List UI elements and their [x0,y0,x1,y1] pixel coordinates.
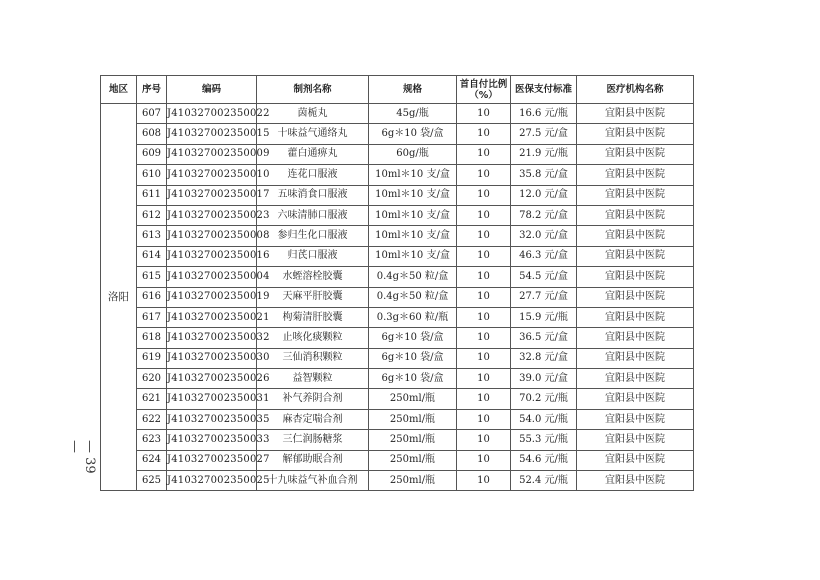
cell-standard: 52.4 元/瓶 [511,471,577,491]
table-row [101,104,694,124]
cell-code: J410327002350030 [167,348,257,368]
table-row [101,450,694,470]
cell-copay: 10 [457,307,511,327]
cell-institution: 宜阳县中医院 [577,348,694,368]
cell-seq: 610 [137,165,167,185]
cell-spec: 6g＊10 袋/盒 [369,369,457,389]
cell-spec: 10ml＊10 支/盒 [369,205,457,225]
cell-spec: 60g/瓶 [369,144,457,164]
table-row [101,471,694,491]
cell-copay: 10 [457,287,511,307]
cell-spec: 6g＊10 袋/盒 [369,348,457,368]
cell-seq: 620 [137,369,167,389]
table-row [101,246,694,266]
cell-institution: 宜阳县中医院 [577,471,694,491]
header-standard: 医保支付标准 [511,76,577,104]
cell-code: J410327002350033 [167,430,257,450]
cell-standard: 21.9 元/瓶 [511,144,577,164]
cell-standard: 55.3 元/瓶 [511,430,577,450]
cell-standard: 32.8 元/盒 [511,348,577,368]
cell-standard: 54.6 元/瓶 [511,450,577,470]
cell-seq: 618 [137,328,167,348]
cell-standard: 78.2 元/盒 [511,205,577,225]
cell-spec: 45g/瓶 [369,104,457,124]
cell-spec: 250ml/瓶 [369,471,457,491]
cell-code: J410327002350016 [167,246,257,266]
cell-seq: 613 [137,226,167,246]
cell-standard: 27.5 元/盒 [511,124,577,144]
cell-standard: 39.0 元/盒 [511,369,577,389]
cell-code: J410327002350022 [167,104,257,124]
cell-copay: 10 [457,389,511,409]
cell-seq: 622 [137,409,167,429]
cell-code: J410327002350004 [167,267,257,287]
cell-seq: 623 [137,430,167,450]
cell-name: 参归生化口服液 [257,226,369,246]
cell-name: 五味消食口服液 [257,185,369,205]
cell-code: J410327002350015 [167,124,257,144]
cell-institution: 宜阳县中医院 [577,409,694,429]
cell-institution: 宜阳县中医院 [577,226,694,246]
cell-code: J410327002350021 [167,307,257,327]
cell-spec: 0.3g＊60 粒/瓶 [369,307,457,327]
cell-name: 天麻平肝胶囊 [257,287,369,307]
cell-spec: 250ml/瓶 [369,450,457,470]
cell-standard: 32.0 元/盒 [511,226,577,246]
cell-name: 补气养阴合剂 [257,389,369,409]
cell-standard: 35.8 元/盒 [511,165,577,185]
cell-copay: 10 [457,246,511,266]
cell-copay: 10 [457,185,511,205]
cell-code: J410327002350019 [167,287,257,307]
table-row [101,226,694,246]
cell-copay: 10 [457,348,511,368]
cell-name: 六味清肺口服液 [257,205,369,225]
cell-spec: 250ml/瓶 [369,430,457,450]
cell-copay: 10 [457,226,511,246]
cell-code: J410327002350010 [167,165,257,185]
cell-name: 麻杏定喘合剂 [257,409,369,429]
cell-seq: 608 [137,124,167,144]
cell-institution: 宜阳县中医院 [577,389,694,409]
cell-seq: 611 [137,185,167,205]
cell-seq: 624 [137,450,167,470]
cell-spec: 6g＊10 袋/盒 [369,124,457,144]
table-body [101,104,694,491]
header-copay [457,76,511,104]
cell-institution: 宜阳县中医院 [577,328,694,348]
cell-institution: 宜阳县中医院 [577,165,694,185]
table-row [101,205,694,225]
header-copay-line1: 首自付比例 [459,78,508,90]
cell-name: 三仁润肠糖浆 [257,430,369,450]
cell-code: J410327002350008 [167,226,257,246]
cell-name: 三仙消积颗粒 [257,348,369,368]
cell-seq: 607 [137,104,167,124]
cell-copay: 10 [457,144,511,164]
table-row [101,369,694,389]
cell-spec: 0.4g＊50 粒/盒 [369,287,457,307]
table-row [101,307,694,327]
header-name: 制剂名称 [257,76,369,104]
table-row [101,124,694,144]
cell-region: 洛阳 [101,104,137,491]
cell-spec: 250ml/瓶 [369,409,457,429]
cell-spec: 250ml/瓶 [369,389,457,409]
cell-standard: 46.3 元/盒 [511,246,577,266]
table-row [101,165,694,185]
cell-standard: 16.6 元/瓶 [511,104,577,124]
table-row [101,287,694,307]
cell-spec: 10ml＊10 支/盒 [369,226,457,246]
table-row [101,328,694,348]
cell-code: J410327002350035 [167,409,257,429]
cell-standard: 12.0 元/盒 [511,185,577,205]
reimbursement-table [100,75,694,491]
cell-code: J410327002350025 [167,471,257,491]
table-row [101,348,694,368]
header-code: 编码 [167,76,257,104]
cell-seq: 619 [137,348,167,368]
cell-institution: 宜阳县中医院 [577,205,694,225]
cell-institution: 宜阳县中医院 [577,450,694,470]
cell-spec: 10ml＊10 支/盒 [369,246,457,266]
cell-standard: 54.5 元/盒 [511,267,577,287]
cell-standard: 27.7 元/盒 [511,287,577,307]
cell-seq: 625 [137,471,167,491]
cell-code: J410327002350032 [167,328,257,348]
cell-name: 解郁助眠合剂 [257,450,369,470]
cell-code: J410327002350023 [167,205,257,225]
cell-name: 藿白通痹丸 [257,144,369,164]
cell-code: J410327002350031 [167,389,257,409]
cell-seq: 609 [137,144,167,164]
cell-name: 枸菊清肝胶囊 [257,307,369,327]
cell-seq: 617 [137,307,167,327]
cell-copay: 10 [457,165,511,185]
cell-copay: 10 [457,124,511,144]
cell-standard: 70.2 元/瓶 [511,389,577,409]
cell-copay: 10 [457,205,511,225]
cell-name: 止咳化痰颗粒 [257,328,369,348]
header-institution: 医疗机构名称 [577,76,694,104]
cell-name: 茵栀丸 [257,104,369,124]
table-row [101,389,694,409]
cell-copay: 10 [457,328,511,348]
cell-name: 十九味益气补血合剂 [257,471,369,491]
table-row [101,144,694,164]
cell-institution: 宜阳县中医院 [577,104,694,124]
cell-institution: 宜阳县中医院 [577,307,694,327]
cell-institution: 宜阳县中医院 [577,287,694,307]
header-seq: 序号 [137,76,167,104]
header-copay-line2: （%） [469,89,498,101]
header-spec: 规格 [369,76,457,104]
table-row [101,267,694,287]
cell-copay: 10 [457,267,511,287]
cell-standard: 15.9 元/瓶 [511,307,577,327]
cell-spec: 10ml＊10 支/盒 [369,185,457,205]
cell-seq: 614 [137,246,167,266]
cell-institution: 宜阳县中医院 [577,430,694,450]
cell-copay: 10 [457,104,511,124]
cell-institution: 宜阳县中医院 [577,267,694,287]
cell-name: 益智颗粒 [257,369,369,389]
cell-copay: 10 [457,450,511,470]
cell-spec: 10ml＊10 支/盒 [369,165,457,185]
table-row [101,185,694,205]
cell-standard: 36.5 元/盒 [511,328,577,348]
cell-seq: 612 [137,205,167,225]
cell-spec: 6g＊10 袋/盒 [369,328,457,348]
cell-name: 归芪口服液 [257,246,369,266]
cell-copay: 10 [457,430,511,450]
cell-seq: 616 [137,287,167,307]
cell-code: J410327002350027 [167,450,257,470]
cell-name: 十味益气通络丸 [257,124,369,144]
header-row [101,76,694,104]
cell-institution: 宜阳县中医院 [577,369,694,389]
table-row [101,409,694,429]
cell-name: 水蛭溶栓胶囊 [257,267,369,287]
cell-institution: 宜阳县中医院 [577,246,694,266]
cell-seq: 615 [137,267,167,287]
page-number: — 39 — [67,440,97,474]
cell-copay: 10 [457,369,511,389]
cell-copay: 10 [457,409,511,429]
cell-institution: 宜阳县中医院 [577,144,694,164]
cell-name: 连花口服液 [257,165,369,185]
cell-seq: 621 [137,389,167,409]
table-row [101,430,694,450]
header-region: 地区 [101,76,137,104]
cell-code: J410327002350026 [167,369,257,389]
cell-institution: 宜阳县中医院 [577,124,694,144]
cell-institution: 宜阳县中医院 [577,185,694,205]
cell-code: J410327002350009 [167,144,257,164]
cell-spec: 0.4g＊50 粒/盒 [369,267,457,287]
cell-copay: 10 [457,471,511,491]
cell-code: J410327002350017 [167,185,257,205]
cell-standard: 54.0 元/瓶 [511,409,577,429]
